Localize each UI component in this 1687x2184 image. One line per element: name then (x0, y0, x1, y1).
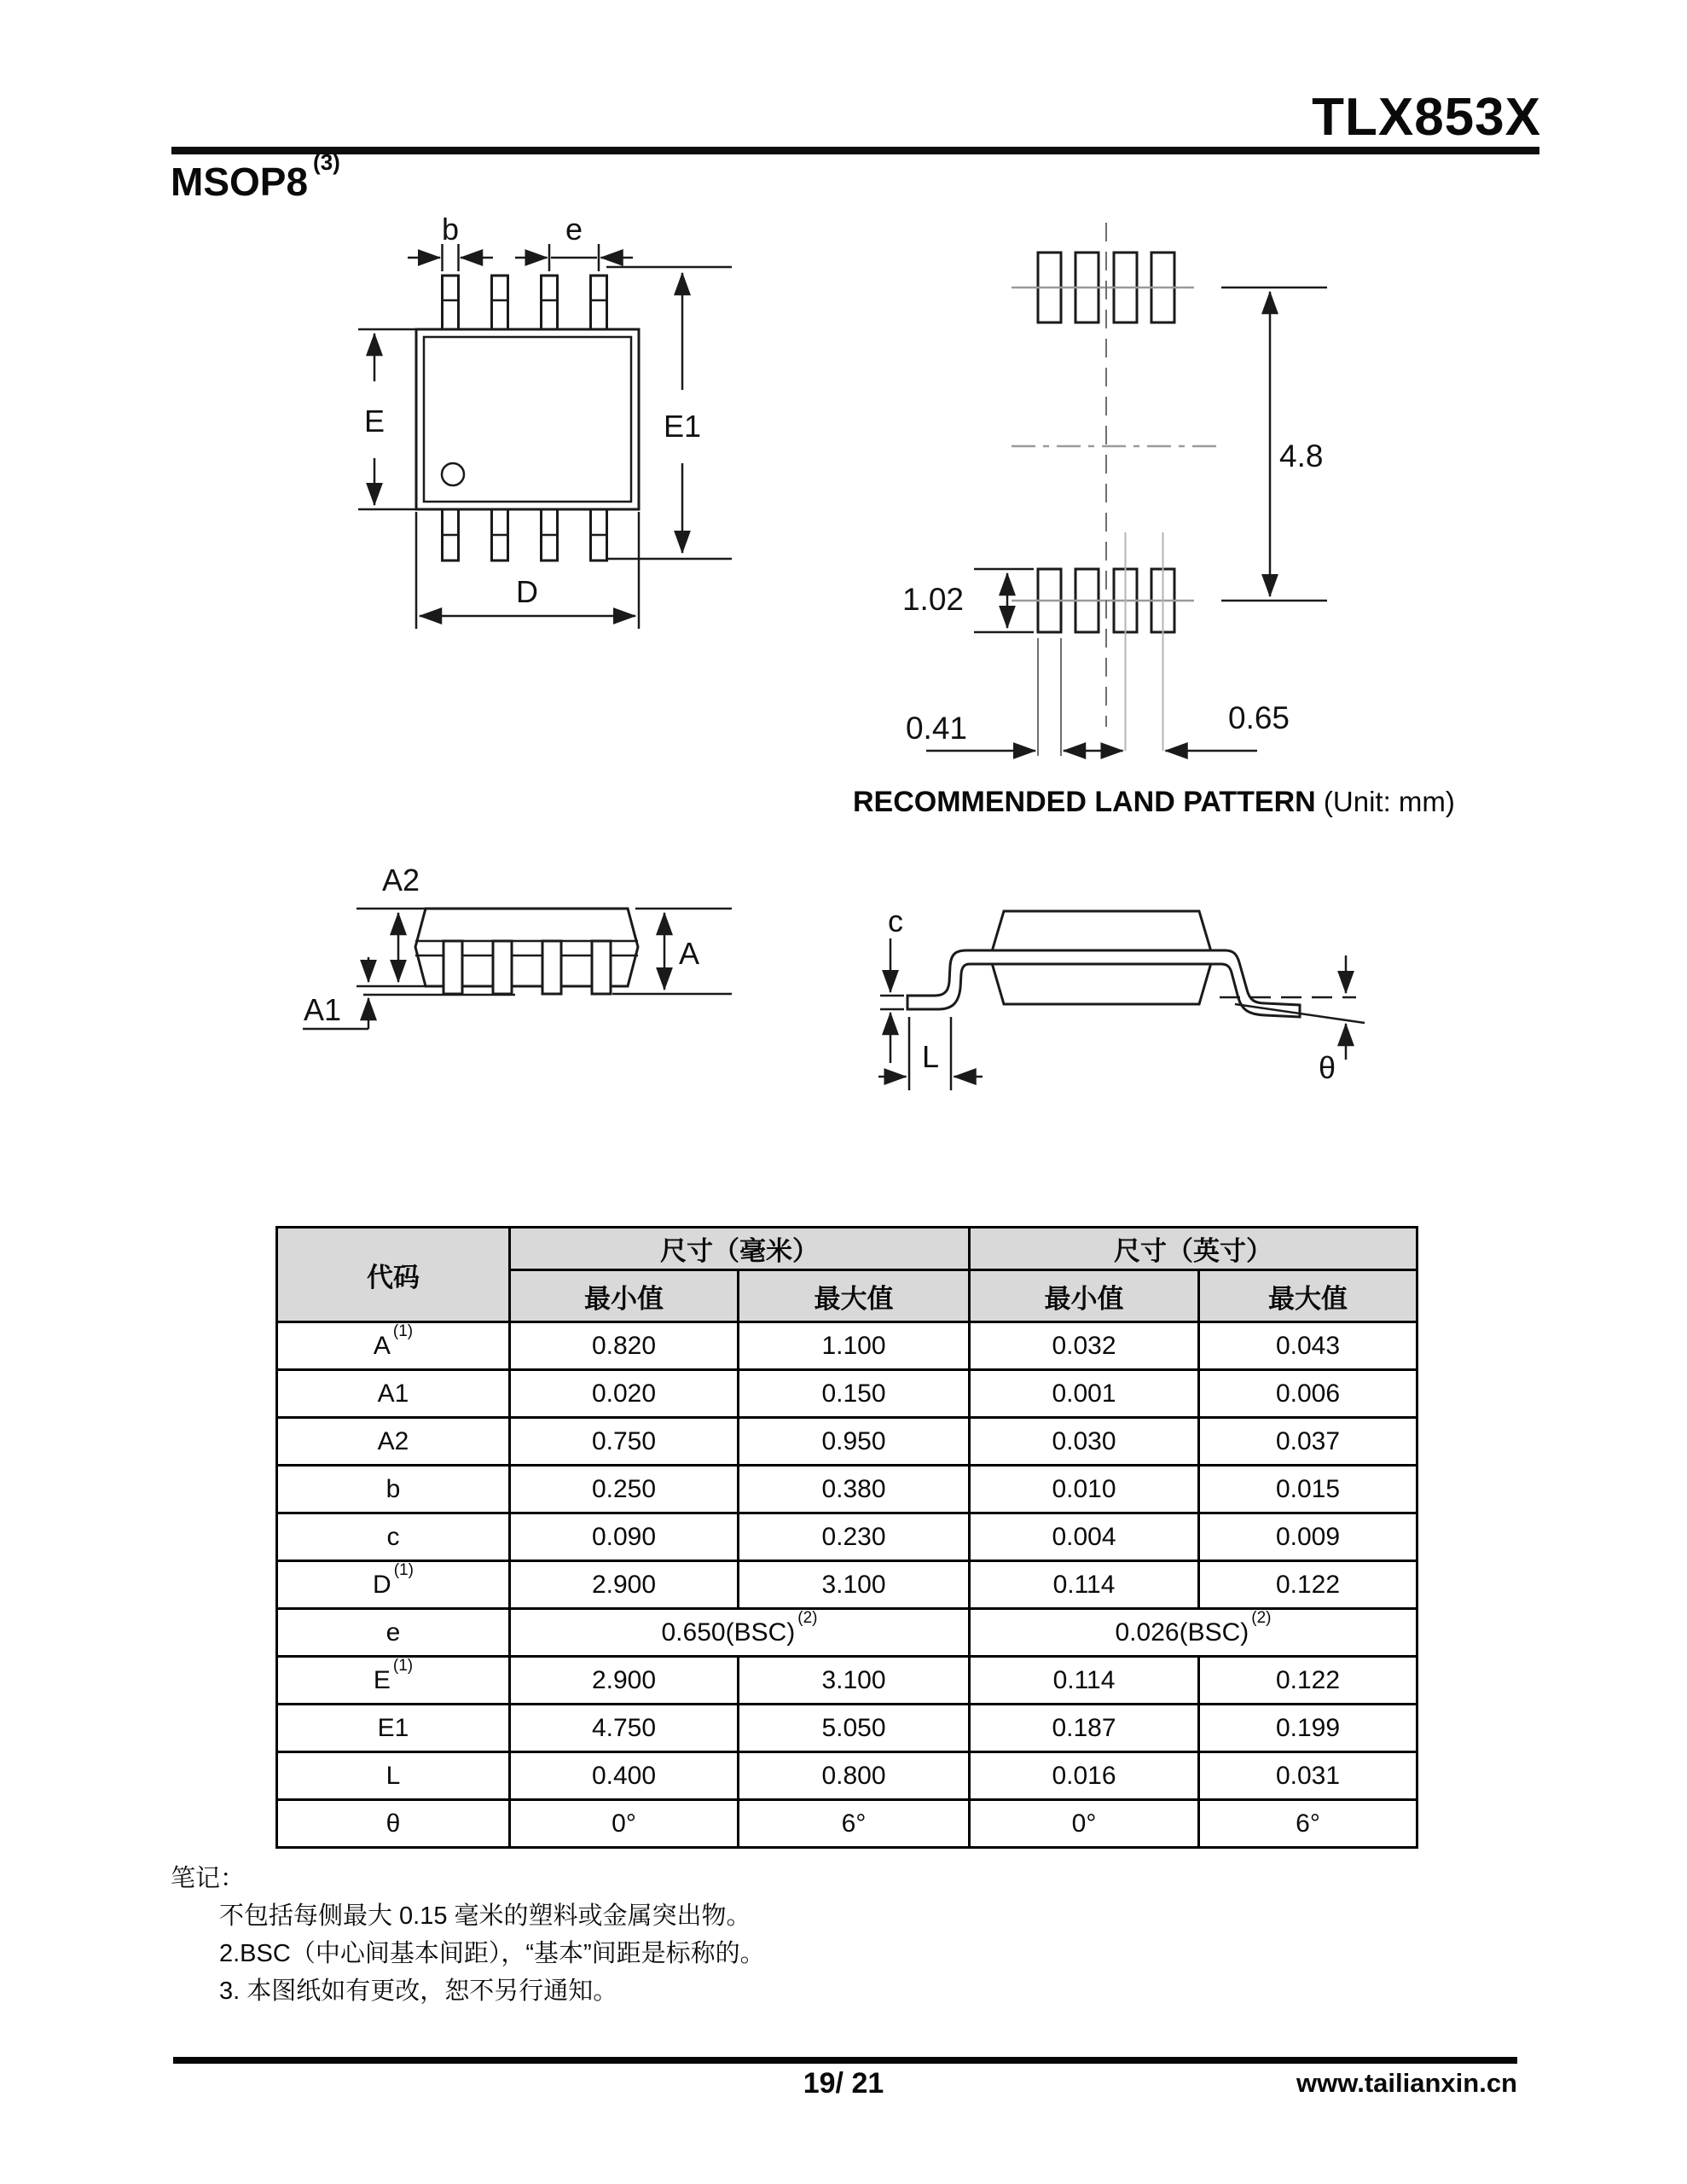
table-row-c: c 0.090 0.230 0.004 0.009 (277, 1513, 1417, 1561)
col-header-in-min: 最小值 (970, 1270, 1199, 1322)
col-header-code: 代码 (277, 1228, 510, 1322)
table-row-E: $E^{(1)}$ 2.900 3.100 0.114 0.122 (277, 1657, 1417, 1705)
lead-profile-diagram (853, 870, 1382, 1109)
dim-label-A: A (679, 936, 700, 971)
website-text: www.tailianxin.cn (1296, 2068, 1517, 2098)
package-note-ref: (3) (313, 148, 340, 175)
table-row-D: $D^{(1)}$ 2.900 3.100 0.114 0.122 (277, 1561, 1417, 1609)
table-row-A2: A2 0.750 0.950 0.030 0.037 (277, 1418, 1417, 1466)
dim-label-0_41: 0.41 (905, 711, 967, 746)
dim-label-E: E (363, 404, 386, 439)
dim-label-c: c (888, 903, 903, 938)
package-side-view-diagram (256, 845, 751, 1058)
land-pattern-diagram (870, 213, 1382, 776)
dim-label-D: D (516, 574, 538, 609)
notes-section (171, 1860, 765, 2010)
col-header-in-max: 最大值 (1199, 1270, 1417, 1322)
package-top-view-diagram (196, 205, 776, 631)
dim-label-E1: E1 (663, 409, 702, 444)
caption-unit: (Unit: mm) (1323, 786, 1455, 817)
dim-label-b: b (441, 212, 460, 247)
col-group-inch: 尺寸（英寸） (970, 1228, 1417, 1270)
page-number: 19/ 21 (803, 2067, 884, 2100)
dim-label-A1: A1 (304, 992, 342, 1027)
table-row-e: e 0.650(BSC)$^{(2)}$ 0.026(BSC)$^{(2)}$ (277, 1609, 1417, 1657)
table-row-theta: θ 0° 6° 0° 6° (277, 1800, 1417, 1848)
dim-label-A2: A2 (381, 863, 420, 897)
note-line-3: 3. 本图纸如有更改，恕不另行通知。 (219, 1978, 618, 2005)
land-pattern-caption (853, 786, 1455, 819)
product-code-title: TLX853X (1312, 88, 1541, 147)
dim-label-0_65: 0.65 (1228, 700, 1290, 735)
dim-label-e: e (565, 212, 583, 247)
footer-rule (173, 2057, 1517, 2064)
table-row-L: L 0.400 0.800 0.016 0.031 (277, 1752, 1417, 1800)
package-section-heading (171, 148, 340, 205)
dimensions-table (275, 1226, 1418, 1849)
header-rule (171, 147, 1539, 154)
note-line-2: 2.BSC（中心间基本间距），“基本”间距是标称的。 (219, 1940, 765, 1967)
table-row-A1: A1 0.020 0.150 0.001 0.006 (277, 1370, 1417, 1418)
caption-text: RECOMMENDED LAND PATTERN (853, 786, 1316, 818)
col-header-mm-min: 最小值 (510, 1270, 739, 1322)
table-row-b: b 0.250 0.380 0.010 0.015 (277, 1466, 1417, 1513)
note-line-1: 不包括每侧最大 0.15 毫米的塑料或金属突出物。 (219, 1902, 751, 1930)
package-name: MSOP8 (171, 160, 309, 204)
table-row-E1: E1 4.750 5.050 0.187 0.199 (277, 1705, 1417, 1752)
dim-label-theta: θ (1318, 1050, 1336, 1085)
col-header-mm-max: 最大值 (739, 1270, 970, 1322)
dim-label-1_02: 1.02 (901, 582, 964, 617)
col-group-mm: 尺寸（毫米） (510, 1228, 970, 1270)
bottom-pins (443, 509, 607, 561)
top-pins (443, 276, 607, 329)
dim-label-4_8: 4.8 (1279, 439, 1324, 473)
table-row-A: $A^{(1)}$ 0.820 1.100 0.032 0.043 (277, 1322, 1417, 1370)
dim-label-L: L (921, 1039, 940, 1074)
package-body (416, 329, 639, 509)
notes-title: 笔记： (171, 1865, 246, 1892)
